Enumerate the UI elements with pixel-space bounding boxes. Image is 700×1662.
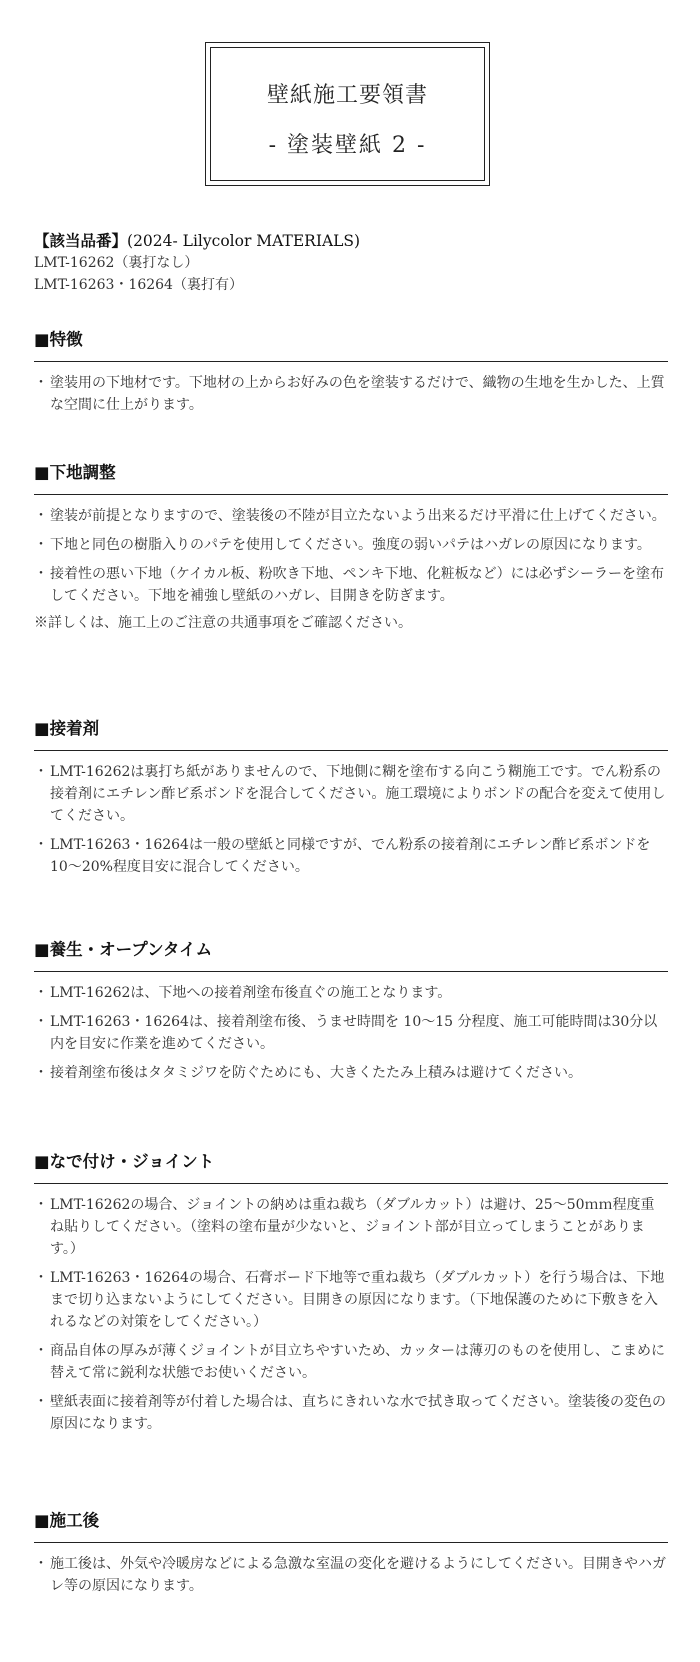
section-title: ■下地調整	[34, 462, 668, 495]
list-item	[34, 1194, 668, 1260]
bullet: ・	[34, 1343, 48, 1359]
list-item	[34, 834, 668, 878]
list-item-text: LMT-16262は裏打ち紙がありませんので、下地側に糊を塗布する向こう糊施工です。でん粉系の接着剤にエチレン酢ビ系ボンドを混合してください。施工環境によりボンドの配合を変えて使用してください。	[50, 764, 666, 824]
section-smoothing-joint	[34, 1151, 668, 1442]
section-title: ■養生・オープンタイム	[34, 939, 668, 972]
bullet: ・	[34, 1394, 48, 1410]
bullet: ・	[34, 375, 48, 391]
section-list	[34, 982, 668, 1084]
applicable-products	[34, 230, 674, 296]
section-substrate	[34, 462, 668, 634]
list-item-text: 接着性の悪い下地（ケイカル板、粉吹き下地、ペンキ下地、化粧板など）には必ずシーラーを塗布してください。下地を補強し壁紙のハガレ、目開きを防ぎます。	[50, 566, 665, 604]
bullet: ・	[34, 537, 48, 553]
section-after-construction	[34, 1510, 668, 1604]
list-item-text: 施工後は、外気や冷暖房などによる急激な室温の変化を避けるようにしてください。目開きやハガレ等の原因になります。	[50, 1556, 666, 1594]
title-box-inner-border	[210, 47, 485, 181]
bullet: ・	[34, 764, 48, 780]
section-title: ■特徴	[34, 329, 668, 362]
bullet: ・	[34, 1197, 48, 1213]
section-title: ■なで付け・ジョイント	[34, 1151, 668, 1184]
list-item-text: LMT-16263・16264は一般の壁紙と同様ですが、でん粉系の接着剤にエチレン酢ビ系ボンドを 10～20%程度目安に混合してください。	[50, 837, 651, 875]
bullet: ・	[34, 1556, 48, 1572]
list-item	[34, 1011, 668, 1055]
bullet: ・	[34, 1014, 48, 1030]
list-item	[34, 534, 668, 556]
bullet: ・	[34, 566, 48, 582]
section-features	[34, 329, 668, 423]
section-list	[34, 1553, 668, 1597]
list-item-text: LMT-16262は、下地への接着剤塗布後直ぐの施工となります。	[50, 985, 452, 1001]
list-item	[34, 563, 668, 607]
list-item-text: LMT-16262の場合、ジョイントの納めは重ね裁ち（ダブルカット）は避け、25～50ｍｍ程度重ね貼りしてください。（塗料の塗布量が少ないと、ジョイント部が目立ってしまうことがあります。）	[50, 1197, 655, 1257]
section-list	[34, 1194, 668, 1435]
list-item-text: 壁紙表面に接着剤等が付着した場合は、直ちにきれいな水で拭き取ってください。塗装後の変色の原因になります。	[50, 1394, 666, 1432]
list-item-text: 下地と同色の樹脂入りのパテを使用してください。強度の弱いパテはハガレの原因になります。	[50, 537, 651, 553]
list-item	[34, 982, 668, 1004]
list-item	[34, 1267, 668, 1333]
section-adhesive	[34, 718, 668, 885]
list-item	[34, 1062, 668, 1084]
section-list	[34, 372, 668, 416]
document-title: 壁紙施工要領書	[266, 83, 428, 108]
list-item	[34, 1553, 668, 1597]
list-item-text: 商品自体の厚みが薄くジョイントが目立ちやすいため、カッターは薄刃のものを使用し、こまめに替えて常に鋭利な状態でお使いください。	[50, 1343, 666, 1381]
list-item	[34, 761, 668, 827]
list-item	[34, 1340, 668, 1384]
section-title: ■接着剤	[34, 718, 668, 751]
product-line: LMT-16262（裏打なし）	[34, 255, 199, 271]
products-heading	[34, 230, 674, 252]
list-item	[34, 1391, 668, 1435]
list-item	[34, 505, 668, 527]
product-line: LMT-16263・16264（裏打有）	[34, 277, 243, 293]
bullet: ・	[34, 1270, 48, 1286]
bullet: ・	[34, 985, 48, 1001]
bullet: ・	[34, 508, 48, 524]
products-heading-label: 【該当品番】	[34, 231, 128, 250]
products-heading-note: (2024- Lilycolor MATERIALS)	[127, 232, 361, 250]
list-item-text: LMT-16263・16264の場合、石膏ボード下地等で重ね裁ち（ダブルカット）を行う場合は、下地まで切り込まないようにしてください。目開きの原因になります。（下地保護のために下敷きを入れるなどの対策をしてください。）	[50, 1270, 665, 1330]
document-subtitle: - 塗装壁紙 2 -	[268, 133, 427, 158]
section-list	[34, 505, 668, 607]
list-item-text: LMT-16263・16264は、接着剤塗布後、うませ時間を 10～15 分程度、施工可能時間は30分以内を目安に作業を進めてください。	[50, 1014, 658, 1052]
section-curing-open-time	[34, 939, 668, 1091]
list-item-text: 接着剤塗布後はタタミジワを防ぐためにも、大きくたたみ上積みは避けてください。	[50, 1065, 582, 1081]
list-item-text: 塗装が前提となりますので、塗装後の不陸が目立たないよう出来るだけ平滑に仕上げてください。	[50, 508, 666, 524]
bullet: ・	[34, 837, 48, 853]
list-item-text: 塗装用の下地材です。下地材の上からお好みの色を塗装するだけで、織物の生地を生かした、上質な空間に仕上がります。	[50, 375, 665, 413]
list-item	[34, 372, 668, 416]
section-list	[34, 761, 668, 878]
document-title-box	[205, 42, 490, 186]
bullet: ・	[34, 1065, 48, 1081]
section-title: ■施工後	[34, 1510, 668, 1543]
section-note: ※詳しくは、施工上のご注意の共通事項をご確認ください。	[34, 615, 412, 631]
